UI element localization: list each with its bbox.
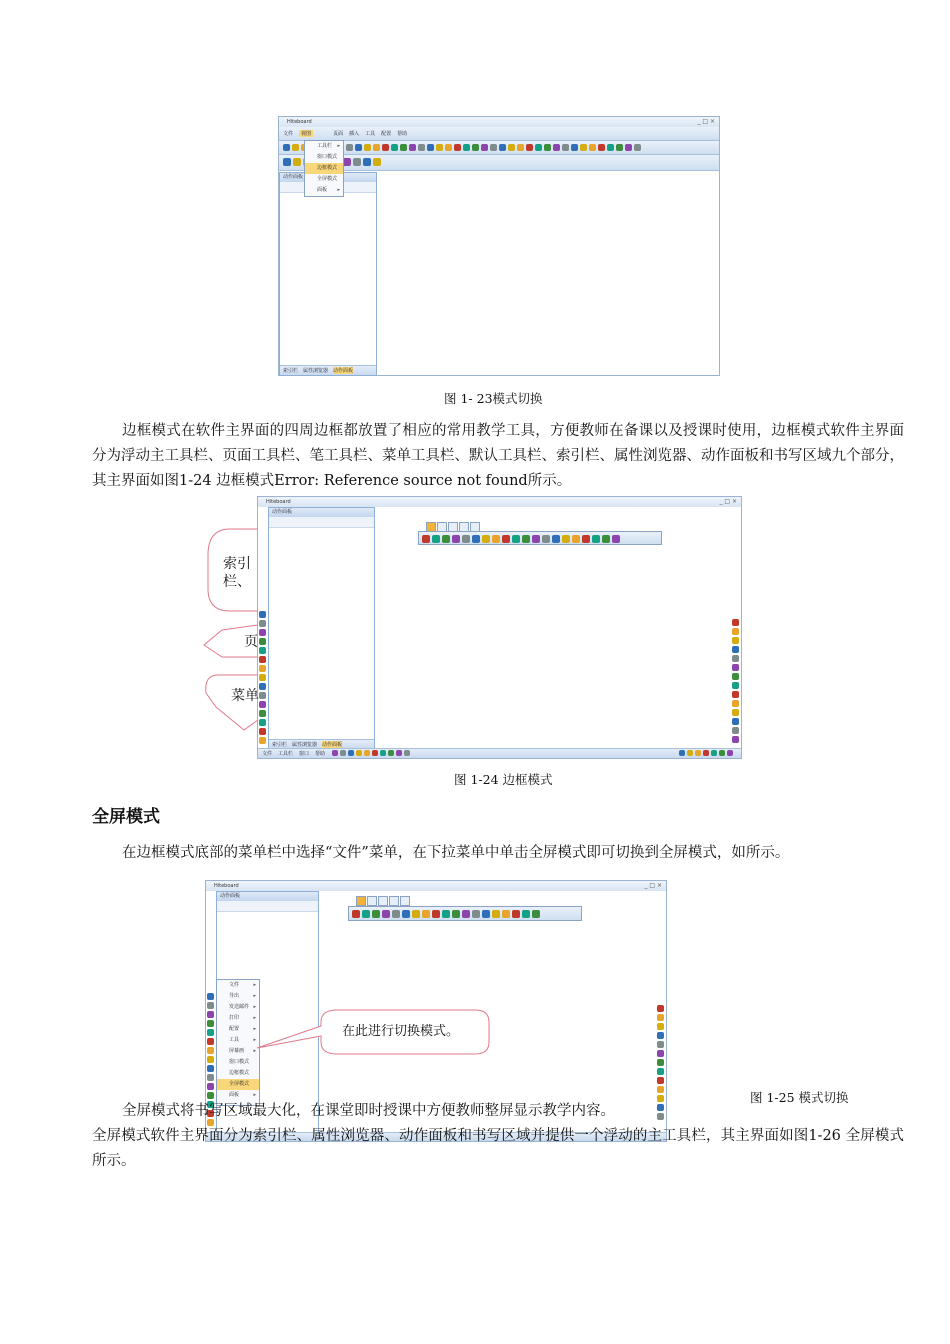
tool-icon[interactable] [732,736,739,743]
tool-icon[interactable] [535,144,542,151]
tool-icon[interactable] [283,144,290,151]
tab-index[interactable]: 索引栏 [272,742,288,748]
paragraph-border-mode: 边框模式在软件主界面的四周边框都放置了相应的常用教学工具，方便教师在备课以及授课时使用，边框模式软件主界面分为浮动主工具栏、页面工具栏、笔工具栏、菜单工具栏、默认工具栏、索引栏、属性浏览器、动作面板和书写区域九个部分，其主界面如图1-24 边框模式Error: Reference source not found所示。 [92,423,904,489]
tool-icon[interactable] [207,993,214,1000]
figure-23-window [278,116,720,376]
callout-page: 页 [244,634,258,650]
tool-icon[interactable] [364,144,371,151]
tool-icon[interactable] [472,535,480,543]
floating-main-toolbar [348,896,582,922]
tool-icon[interactable] [259,737,266,744]
tool-icon[interactable] [355,144,362,151]
tool-icon[interactable] [532,910,540,918]
tool-icon[interactable] [392,910,400,918]
figure-24-window [257,496,742,759]
figure-23-caption: 图 1- 23模式切换 [444,391,543,406]
tool-icon[interactable] [612,535,620,543]
menu-item-panels[interactable]: 面板 ▸ [317,187,340,193]
panel-title: 动作面板 [269,508,374,517]
tool-icon[interactable] [353,158,361,166]
tool-icon[interactable] [592,535,600,543]
help-tab[interactable]: 帮助 [397,131,408,137]
tool-icon[interactable] [703,750,709,756]
tools-tab[interactable]: 工具 [365,131,376,137]
tool-icon[interactable] [482,535,490,543]
menu-toolbar[interactable]: 工具栏 [278,751,294,757]
tool-icon[interactable] [422,535,430,543]
tool-icon[interactable] [462,910,470,918]
tool-icon[interactable] [332,750,338,756]
menu-item-config[interactable]: 配置 ▸ [229,1026,256,1032]
tool-icon[interactable] [436,144,443,151]
tool-icon[interactable] [732,727,739,734]
tool-icon[interactable] [571,144,578,151]
tool-icon[interactable] [499,144,506,151]
tool-icon[interactable] [711,750,717,756]
tool-icon[interactable] [657,1014,664,1021]
tool-icon[interactable] [732,628,739,635]
tool-icon[interactable] [732,718,739,725]
tool-icon[interactable] [732,700,739,707]
tool-icon[interactable] [391,144,398,151]
tool-icon[interactable] [463,144,470,151]
tool-icon[interactable] [492,910,500,918]
tool-icon[interactable] [657,1077,664,1084]
callout-switch-mode: 在此进行切换模式。 [342,1024,460,1039]
tool-icon[interactable] [402,910,410,918]
menu-item-window-mode[interactable]: 窗口模式 [229,1059,250,1065]
tool-icon[interactable] [352,910,360,918]
tool-icon[interactable] [542,535,550,543]
toolbar-row-1 [279,141,719,155]
menu-item-export[interactable]: 导出 ▸ [229,993,256,999]
tool-icon[interactable] [364,750,370,756]
tool-icon[interactable] [657,1068,664,1075]
tool-icon[interactable] [472,144,479,151]
menu-item-fullscreen-mode[interactable]: 全屏模式 [317,176,338,182]
file-dropdown-menu [216,979,260,1106]
tool-icon[interactable] [373,144,380,151]
tool-icon[interactable] [340,750,346,756]
tool-icon[interactable] [409,144,416,151]
paragraph-fullscreen-intro: 全屏模式将书写区域最大化，在课堂即时授课中方便教师整屏显示教学内容。 [122,1103,615,1119]
menu-item-toolbar[interactable]: 工具栏 ▸ [317,143,340,149]
tool-icon[interactable] [472,910,480,918]
tool-icon[interactable] [207,1092,214,1099]
page-tab[interactable]: 页面 [333,131,344,137]
tool-icon[interactable] [616,144,623,151]
tool-icon[interactable] [502,910,510,918]
tool-icon[interactable] [732,682,739,689]
window-controls[interactable]: _ □ × [697,118,715,125]
tool-icon[interactable] [452,910,460,918]
menu-item-tools[interactable]: 工具 ▸ [229,1037,256,1043]
tool-icon[interactable] [422,910,430,918]
action-panel [279,172,377,376]
tool-icon[interactable] [372,910,380,918]
menu-item-border-mode[interactable]: 边框模式 [305,163,343,174]
panel-bottom-tabs [280,365,376,375]
tool-icon[interactable] [400,144,407,151]
menu-bottom-bar [258,748,741,758]
window-title: Hiteboard [258,497,741,507]
tool-icon[interactable] [732,691,739,698]
panel-title: 动作面板 [280,173,376,182]
tool-icon[interactable] [363,158,371,166]
tool-icon[interactable] [502,535,510,543]
menu-tabs-bar [279,127,719,141]
tool-icon[interactable] [657,1032,664,1039]
tool-icon[interactable] [526,144,533,151]
tool-icon[interactable] [388,750,394,756]
tool-icon[interactable] [562,535,570,543]
tab-properties[interactable]: 属性浏览器 [303,368,329,374]
tool-icon[interactable] [732,619,739,626]
tab-actions[interactable]: 动作面板 [333,368,354,374]
toolbar-tab[interactable] [367,896,377,906]
tool-icon[interactable] [687,750,693,756]
tool-icon[interactable] [695,750,701,756]
tool-icon[interactable] [207,1065,214,1072]
tool-icon[interactable] [598,144,605,151]
action-panel [268,507,375,750]
tool-icon[interactable] [679,750,685,756]
paragraph-fullscreen-layout: 全屏模式软件主界面分为索引栏、属性浏览器、动作面板和书写区域并提供一个浮动的主工具栏，其主界面如图1-26 全屏模式所示。 [92,1128,904,1169]
menu-help[interactable]: 帮助 [315,751,326,757]
tool-icon[interactable] [283,158,291,166]
menu-item-panels[interactable]: 面板 ▸ [229,1092,256,1098]
window-controls[interactable]: _ □ × [719,498,737,505]
tool-icon[interactable] [732,673,739,680]
callout-index-properties: 索引栏、 [223,556,251,590]
menu-item-file[interactable]: 文件 ▸ [229,982,256,988]
figure-25-caption: 图 1-25 模式切换 [750,1090,849,1105]
tool-icon[interactable] [634,144,641,151]
menu-item-print[interactable]: 打印 ▸ [229,1015,256,1021]
insert-tab[interactable]: 插入 [349,131,360,137]
menu-item-screen-draw[interactable]: 屏幕画 ▸ [229,1048,256,1054]
window-title: Hiteboard [206,881,666,891]
tool-icon[interactable] [373,158,381,166]
view-dropdown-menu [304,140,344,197]
tool-icon[interactable] [492,535,500,543]
tool-icon[interactable] [356,750,362,756]
menu-item-window-mode[interactable]: 窗口模式 [317,154,338,160]
tool-icon[interactable] [382,910,390,918]
tool-icon[interactable] [454,144,461,151]
tool-icon[interactable] [657,1041,664,1048]
tool-icon[interactable] [207,1056,214,1063]
tool-icon[interactable] [522,910,530,918]
toolbar-tab[interactable] [389,896,399,906]
tool-icon[interactable] [382,144,389,151]
section-heading-fullscreen: 全屏模式 [92,807,160,827]
tool-icon[interactable] [508,144,515,151]
tool-icon[interactable] [207,1038,214,1045]
tool-icon[interactable] [427,144,434,151]
tool-icon[interactable] [445,144,452,151]
figure-24-caption: 图 1-24 边框模式 [454,772,553,787]
tool-icon[interactable] [293,158,301,166]
paragraph-switch-fullscreen: 在边框模式底部的菜单栏中选择“文件”菜单，在下拉菜单中单击全屏模式即可切换到全屏模式，如所示。 [122,845,790,861]
tool-icon[interactable] [602,535,610,543]
tool-icon[interactable] [657,1086,664,1093]
menu-item-send-mail[interactable]: 发送邮件 ▸ [229,1004,256,1010]
tool-icon[interactable] [625,144,632,151]
tool-icon[interactable] [657,1023,664,1030]
tool-icon[interactable] [582,535,590,543]
tool-icon[interactable] [732,664,739,671]
tool-icon[interactable] [418,144,425,151]
tab-index[interactable]: 索引栏 [283,368,299,374]
tab-actions[interactable]: 动作面板 [322,742,343,748]
toolbar-tab[interactable] [356,896,366,906]
tool-icon[interactable] [207,1020,214,1027]
menu-item-border-mode[interactable]: 边框模式 [229,1070,250,1076]
tool-icon[interactable] [607,144,614,151]
tool-icon[interactable] [657,1059,664,1066]
tool-icon[interactable] [462,535,470,543]
tool-icon[interactable] [732,709,739,716]
tool-icon[interactable] [532,535,540,543]
tool-icon[interactable] [657,1050,664,1057]
tool-icon[interactable] [432,535,440,543]
tool-icon[interactable] [207,1083,214,1090]
tool-icon[interactable] [732,655,739,662]
tool-icon[interactable] [372,750,378,756]
tool-icon[interactable] [207,1047,214,1054]
tool-icon[interactable] [517,144,524,151]
tool-icon[interactable] [442,910,450,918]
tool-icon[interactable] [362,910,370,918]
config-tab[interactable]: 配置 [381,131,392,137]
tool-icon[interactable] [732,646,739,653]
menu-file[interactable]: 文件 [262,751,273,757]
tool-icon[interactable] [380,750,386,756]
tool-icon[interactable] [346,144,353,151]
tool-icon[interactable] [348,750,354,756]
tool-icon[interactable] [412,910,420,918]
view-tab[interactable]: 视图 [301,131,312,137]
file-tab[interactable]: 文件 [283,131,294,137]
tool-icon[interactable] [207,1002,214,1009]
toolbar-row-2 [279,155,719,171]
tool-icon[interactable] [452,535,460,543]
tool-icon[interactable] [432,910,440,918]
tool-icon[interactable] [404,750,410,756]
tool-icon[interactable] [562,144,569,151]
tool-icon[interactable] [442,535,450,543]
floating-main-toolbar [418,522,662,546]
window-controls[interactable]: _ □ × [644,882,662,889]
tool-icon[interactable] [719,750,725,756]
tool-icon[interactable] [490,144,497,151]
menu-window[interactable]: 窗口 [299,751,310,757]
tool-icon[interactable] [553,144,560,151]
tool-icon[interactable] [572,535,580,543]
tool-icon[interactable] [512,535,520,543]
tool-icon[interactable] [481,144,488,151]
window-title: Hiteboard [279,117,719,127]
tool-icon[interactable] [544,144,551,151]
tool-icon[interactable] [482,910,490,918]
panel-title: 动作面板 [217,892,318,901]
toolbar-tab[interactable] [400,896,410,906]
toolbar-tab[interactable] [378,896,388,906]
tool-icon[interactable] [522,535,530,543]
tool-icon[interactable] [207,1029,214,1036]
tool-icon[interactable] [512,910,520,918]
tool-icon[interactable] [207,1074,214,1081]
tool-icon[interactable] [343,158,351,166]
tab-properties[interactable]: 属性浏览器 [292,742,318,748]
tool-icon[interactable] [580,144,587,151]
menu-item-fullscreen-mode[interactable]: 全屏模式 [217,1079,259,1090]
tool-icon[interactable] [732,637,739,644]
tool-icon[interactable] [396,750,402,756]
tool-icon[interactable] [657,1005,664,1012]
tool-icon[interactable] [589,144,596,151]
tool-icon[interactable] [727,750,733,756]
pen-toolbar [731,617,740,745]
callout-menu: 菜单 [231,688,259,704]
tool-icon[interactable] [552,535,560,543]
tool-icon[interactable] [207,1011,214,1018]
tool-icon[interactable] [292,144,299,151]
